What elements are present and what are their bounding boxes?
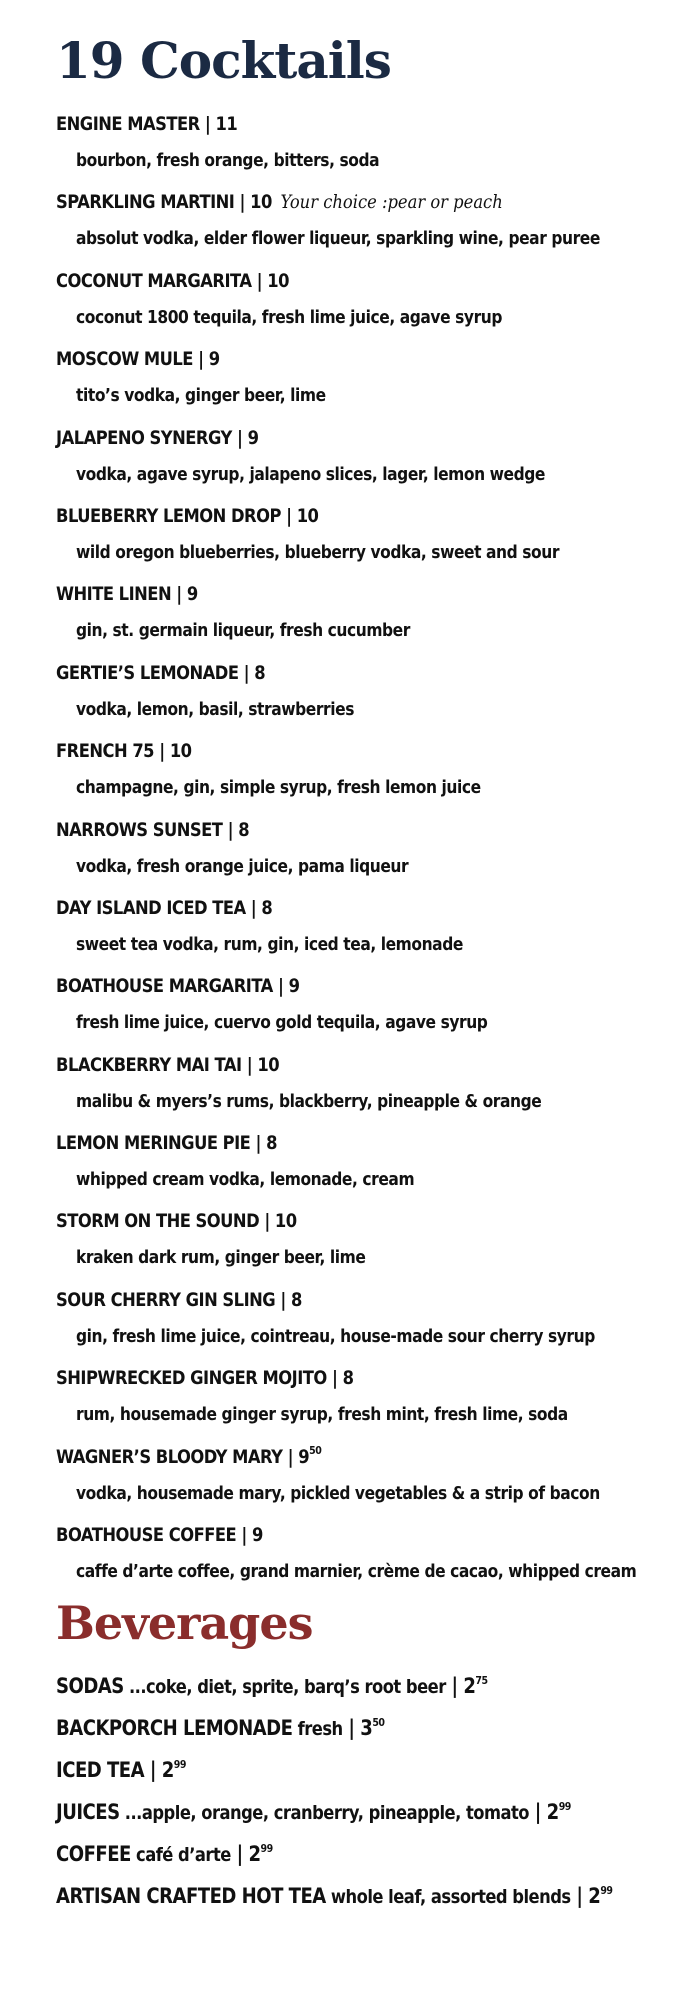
- beverage-item: [0, 1670, 700, 1712]
- beverage-price: | 2: [230, 1842, 261, 1866]
- price-cents: 99: [600, 1884, 613, 1897]
- cocktail-item: [0, 1443, 700, 1521]
- price-cents: 75: [475, 1674, 488, 1687]
- cocktail-name-line: [56, 110, 237, 138]
- cocktail-name-line: [56, 345, 220, 373]
- cocktail-name-line: [56, 1286, 302, 1314]
- cocktail-item: [0, 972, 700, 1050]
- beverage-line: [56, 1670, 488, 1703]
- cocktail-name: LEMON MERINGUE PIE | 8: [56, 1132, 277, 1155]
- cocktail-name: DAY ISLAND ICED TEA | 8: [56, 896, 273, 919]
- cocktail-name-line: [56, 1207, 297, 1235]
- cocktail-name-line: [56, 188, 503, 216]
- beverage-detail: café d’arte: [130, 1844, 231, 1866]
- cocktail-name-line: [56, 502, 318, 530]
- cocktail-description: wild oregon blueberries, blueberry vodka, sweet and sour: [76, 541, 560, 563]
- cocktail-description: vodka, fresh orange juice, pama liqueur: [76, 855, 409, 877]
- cocktail-description: gin, st. germain liqueur, fresh cucumber: [76, 620, 410, 642]
- beverage-item: [0, 1796, 700, 1838]
- cocktail-description: sweet tea vodka, rum, gin, iced tea, lemonade: [76, 933, 463, 955]
- price-cents: 50: [372, 1716, 385, 1729]
- beverage-detail: fresh: [292, 1718, 343, 1740]
- cocktail-item: [0, 424, 700, 502]
- cocktail-description: coconut 1800 tequila, fresh lime juice, agave syrup: [76, 306, 503, 328]
- price-cents: 99: [558, 1800, 571, 1813]
- cocktail-note: Your choice :pear or peach: [280, 191, 503, 214]
- cocktail-name-line: [56, 580, 198, 608]
- cocktail-name-line: [56, 1521, 263, 1549]
- cocktail-name-line: [56, 972, 299, 1000]
- cocktail-name: BOATHOUSE COFFEE | 9: [56, 1524, 263, 1547]
- beverage-price: | 2: [529, 1800, 559, 1824]
- beverage-detail: ...apple, orange, cranberry, pineapple, tomato: [119, 1802, 530, 1824]
- cocktail-name: BLACKBERRY MAI TAI | 10: [56, 1053, 280, 1076]
- beverage-detail: ...coke, diet, sprite, barq’s root beer: [123, 1676, 446, 1698]
- cocktail-description: rum, housemade ginger syrup, fresh mint, fresh lime, soda: [76, 1404, 568, 1426]
- beverage-price: | 2: [570, 1884, 601, 1908]
- beverage-list: [0, 1670, 700, 1922]
- cocktail-name-line: [56, 1443, 321, 1471]
- cocktail-description: vodka, agave syrup, jalapeno slices, lager, lemon wedge: [76, 463, 545, 485]
- cocktail-item: [0, 502, 700, 580]
- cocktail-description: caffe d’arte coffee, grand marnier, crème de cacao, whipped cream: [76, 1561, 637, 1583]
- cocktail-item: [0, 1364, 700, 1442]
- beverage-detail: whole leaf, assorted blends: [325, 1886, 571, 1908]
- cocktail-description: bourbon, fresh orange, bitters, soda: [76, 150, 380, 171]
- beverage-price: | 3: [342, 1716, 373, 1740]
- cocktail-item: [0, 1207, 700, 1285]
- cocktail-description: gin, fresh lime juice, cointreau, house-made sour cherry syrup: [76, 1325, 595, 1347]
- cocktail-name: STORM ON THE SOUND | 10: [56, 1210, 297, 1233]
- cocktail-name-line: [56, 737, 192, 765]
- beverage-item: [0, 1712, 700, 1754]
- price-cents: 50: [309, 1443, 322, 1457]
- price-cents: 99: [173, 1758, 186, 1771]
- cocktail-name: MOSCOW MULE | 9: [56, 348, 220, 371]
- beverage-item: [0, 1838, 700, 1880]
- beverage-price: | 2: [144, 1758, 174, 1782]
- cocktail-name-line: [56, 1364, 353, 1392]
- cocktail-item: [0, 1051, 700, 1129]
- cocktail-description: champagne, gin, simple syrup, fresh lemon juice: [76, 777, 481, 799]
- cocktail-name: FRENCH 75 | 10: [56, 740, 192, 763]
- price-cents: 99: [260, 1842, 273, 1855]
- cocktail-item: [0, 110, 700, 188]
- cocktail-name: COCONUT MARGARITA | 10: [56, 269, 290, 292]
- beverage-label: BACKPORCH LEMONADE: [56, 1716, 293, 1740]
- cocktail-name: BLUEBERRY LEMON DROP | 10: [56, 504, 319, 527]
- cocktail-name-line: [56, 816, 249, 844]
- cocktail-description: kraken dark rum, ginger beer, lime: [76, 1247, 366, 1269]
- beverage-price: | 2: [445, 1674, 476, 1698]
- cocktail-description: malibu & myers’s rums, blackberry, pineapple & orange: [76, 1090, 542, 1112]
- cocktail-item: [0, 737, 700, 815]
- cocktail-description: whipped cream vodka, lemonade, cream: [76, 1169, 415, 1191]
- cocktail-description: absolut vodka, elder flower liqueur, sparkling wine, pear puree: [76, 228, 600, 250]
- cocktail-name: GERTIE’S LEMONADE | 8: [56, 661, 266, 684]
- cocktail-item: [0, 894, 700, 972]
- cocktail-item: [0, 345, 700, 423]
- cocktail-name: SOUR CHERRY GIN SLING | 8: [56, 1288, 302, 1311]
- cocktail-description: vodka, lemon, basil, strawberries: [76, 698, 354, 720]
- beverage-line: [56, 1880, 612, 1913]
- cocktail-item: [0, 1521, 700, 1599]
- cocktail-description: fresh lime juice, cuervo gold tequila, agave syrup: [76, 1012, 488, 1034]
- cocktail-name: WAGNER’S BLOODY MARY | 9: [56, 1445, 310, 1468]
- cocktail-item: [0, 1286, 700, 1364]
- cocktail-name: ENGINE MASTER | 11: [56, 113, 238, 135]
- beverage-label: COFFEE: [56, 1842, 131, 1866]
- beverage-label: JUICES: [56, 1800, 120, 1824]
- cocktail-name-line: [56, 1051, 279, 1079]
- beverage-line: [56, 1838, 273, 1871]
- cocktail-name: WHITE LINEN | 9: [56, 583, 198, 606]
- cocktail-item: [0, 267, 700, 345]
- beverage-label: ARTISAN CRAFTED HOT TEA: [56, 1884, 326, 1908]
- beverage-line: [56, 1712, 384, 1745]
- beverage-item: [0, 1880, 700, 1922]
- cocktail-name-line: [56, 1129, 277, 1157]
- cocktail-list: [0, 110, 700, 1599]
- cocktail-name: SHIPWRECKED GINGER MOJITO | 8: [56, 1367, 354, 1390]
- cocktail-description: tito’s vodka, ginger beer, lime: [76, 385, 326, 407]
- cocktail-name-line: [56, 424, 258, 452]
- beverage-line: [56, 1796, 571, 1829]
- cocktail-description: vodka, housemade mary, pickled vegetables & a strip of bacon: [76, 1482, 600, 1504]
- beverage-label: ICED TEA: [56, 1758, 145, 1782]
- beverage-label: SODAS: [56, 1674, 124, 1698]
- cocktails-heading: 19 Cocktails: [56, 31, 391, 90]
- cocktail-item: [0, 816, 700, 894]
- cocktail-name: NARROWS SUNSET | 8: [56, 818, 250, 841]
- cocktail-name: BOATHOUSE MARGARITA | 9: [56, 975, 300, 998]
- cocktail-item: [0, 188, 700, 266]
- beverages-heading: Beverages: [56, 1596, 313, 1650]
- cocktail-name-line: [56, 659, 265, 687]
- cocktail-item: [0, 580, 700, 658]
- cocktail-name-line: [56, 894, 272, 922]
- cocktail-name: SPARKLING MARTINI | 10: [56, 191, 272, 214]
- cocktail-name-line: [56, 267, 289, 295]
- cocktail-name: JALAPENO SYNERGY | 9: [56, 426, 259, 449]
- cocktail-item: [0, 659, 700, 737]
- cocktail-item: [0, 1129, 700, 1207]
- beverage-item: [0, 1754, 700, 1796]
- beverage-line: [56, 1754, 186, 1787]
